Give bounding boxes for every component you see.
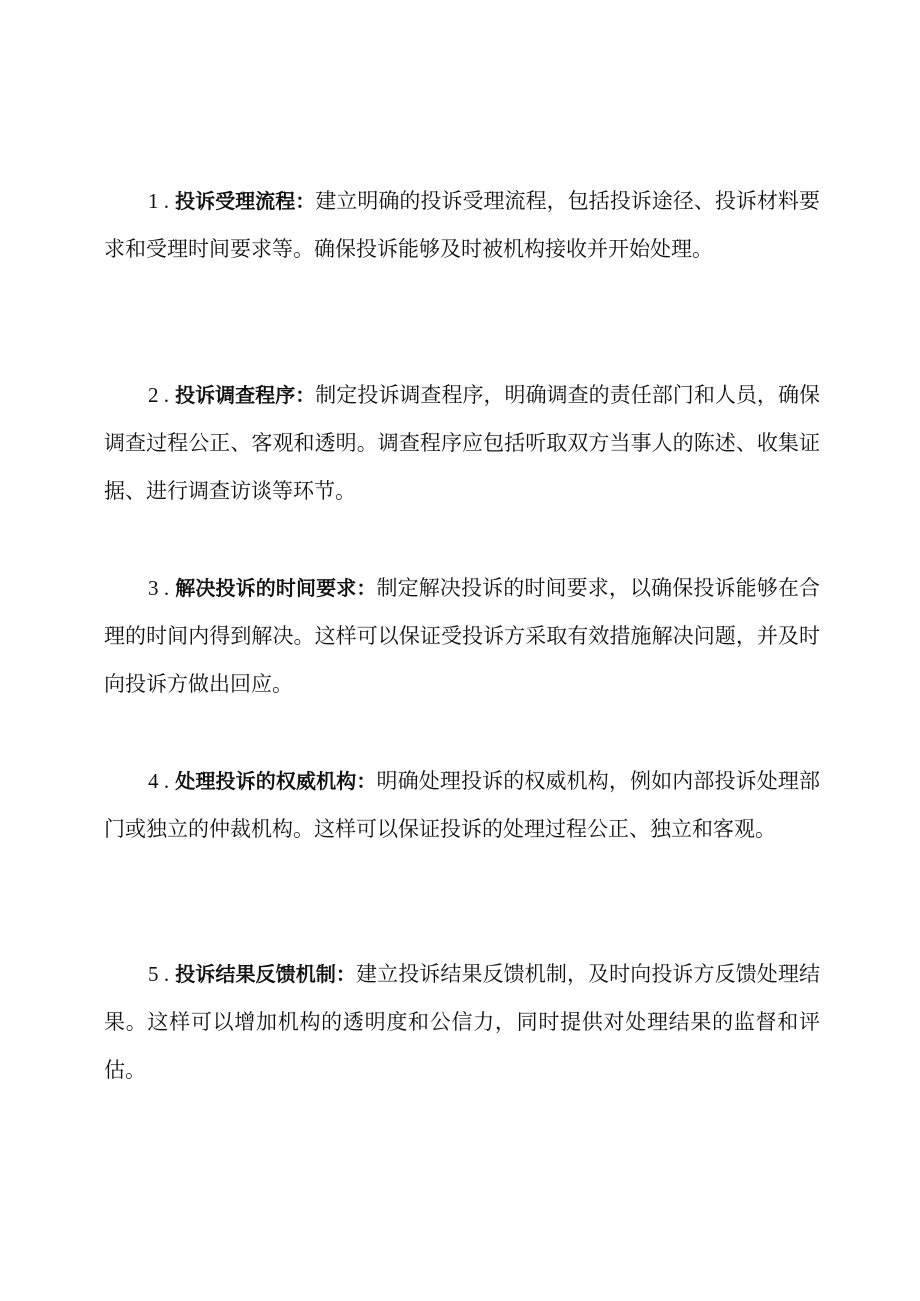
item-number: 2 . — [148, 383, 170, 407]
item-text: 制定解决投诉的时间要求，以确保投诉能够在合理的时间内得到解决。这样可以保证受投诉方采取有效措施解决问题，并及时向投诉方做出回应。 — [104, 576, 820, 696]
list-item-1 — [104, 177, 820, 273]
item-text: 建立投诉结果反馈机制，及时向投诉方反馈处理结果。这样可以增加机构的透明度和公信力，同时提供对处理结果的监督和评估。 — [104, 962, 820, 1082]
item-title: 投诉调查程序： — [175, 383, 316, 407]
item-title: 处理投诉的权威机构： — [175, 769, 377, 793]
item-number: 4 . — [148, 769, 170, 793]
item-text: 明确处理投诉的权威机构，例如内部投诉处理部门或独立的仲裁机构。这样可以保证投诉的处理过程公正、独立和客观。 — [104, 769, 820, 841]
list-item-3 — [104, 564, 820, 708]
item-number: 5 . — [148, 962, 170, 986]
item-text: 制定投诉调查程序，明确调查的责任部门和人员，确保调查过程公正、客观和透明。调查程序应包括听取双方当事人的陈述、收集证据、进行调查访谈等环节。 — [104, 383, 820, 503]
list-item-5 — [104, 950, 820, 1094]
item-number: 3 . — [148, 576, 170, 600]
item-text: 建立明确的投诉受理流程，包括投诉途径、投诉材料要求和受理时间要求等。确保投诉能够及时被机构接收并开始处理。 — [104, 189, 820, 261]
item-title: 投诉结果反馈机制： — [175, 962, 357, 986]
list-item-2 — [104, 371, 820, 515]
item-number: 1 . — [148, 189, 170, 213]
item-title: 投诉受理流程： — [175, 189, 316, 213]
list-item-4 — [104, 757, 820, 853]
item-title: 解决投诉的时间要求： — [175, 576, 377, 600]
